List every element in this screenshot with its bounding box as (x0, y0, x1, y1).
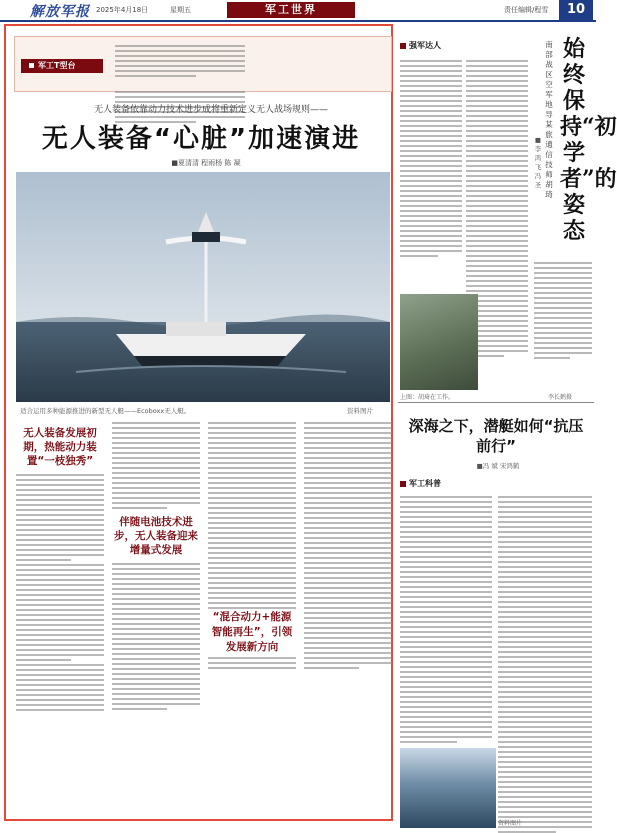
science-headline: 深海之下，潜艇如何“抗压前行” (408, 417, 584, 455)
intro-box (14, 36, 392, 92)
section-title: 军工世界 (227, 2, 355, 18)
submarine-photo-credit: 资料图片 (498, 820, 523, 827)
profile-photo-credit: 李长鹤摄 (548, 394, 573, 401)
profile-photo (400, 294, 478, 390)
issue-weekday: 星期五 (170, 6, 191, 14)
body-column (112, 420, 200, 818)
column-tag-right (400, 40, 472, 52)
science-body-column (400, 494, 492, 744)
divider (398, 402, 594, 403)
masthead-rule (0, 20, 596, 22)
main-article[interactable] (4, 24, 393, 821)
article-body (16, 420, 388, 818)
science-body-column (498, 494, 592, 814)
profile-body-column (400, 58, 462, 290)
section-heading: 无人装备发展初期，热能动力装置“一枝独秀” (23, 427, 97, 467)
square-icon (400, 481, 406, 487)
profile-vertical-subtitle: 南部战区空军地导某旅通信技师胡琦 (545, 40, 553, 199)
body-column (304, 420, 392, 818)
intro-col (115, 43, 245, 89)
science-byline: ■冯 斌 宋鸿鹤 (476, 462, 520, 470)
photo-caption: 适合运用多种能源推进的新型无人艇——Ecoboxx无人艇。 (20, 407, 191, 415)
photo-credit: 资料图片 (347, 407, 373, 415)
body-text (112, 422, 200, 509)
submarine-photo (400, 748, 496, 828)
profile-photo-caption: 上图：胡琦在工作。 (400, 394, 455, 401)
boat-photo-image (16, 172, 390, 402)
right-column (398, 24, 617, 827)
article-subtitle: 无人装备依靠动力技术进步成将重新定义无人战场规则—— (93, 105, 328, 115)
column-tag-science (400, 478, 480, 489)
article-byline: ■夏清清 程雨杨 陈 凝 (171, 159, 241, 167)
column-tag-right-label: 强军达人 (409, 41, 441, 50)
square-icon (29, 63, 34, 68)
body-text (112, 563, 200, 710)
column-tag (21, 59, 103, 73)
body-text (304, 422, 392, 669)
page-number: 10 (559, 0, 593, 20)
masthead (0, 0, 596, 20)
newspaper-logo: 解放军报 (30, 4, 90, 20)
section-heading: 伴随电池技术进步，无人装备迎来增量式发展 (114, 516, 198, 556)
profile-title-block (534, 36, 617, 256)
intro-text (115, 43, 385, 89)
section-callout: “混合动力+能源智能再生”，引领发展新方向 (208, 610, 296, 654)
profile-body-column (534, 260, 592, 390)
unmanned-boat-photo (16, 172, 390, 402)
column-tag-science-label: 军工科普 (409, 479, 441, 488)
profile-byline: ■李鸿飞 冯 圣 (534, 136, 542, 189)
page-editor: 责任编辑/程雪 (504, 6, 549, 14)
profile-vertical-title: 始终保持“初学者”的姿态 (560, 36, 617, 244)
body-column (16, 420, 104, 818)
article-headline: 无人装备“心脏”加速演进 (41, 124, 361, 154)
column-tag-label: 军工T型台 (38, 61, 76, 70)
issue-date: 2025年4月18日 (96, 6, 149, 14)
body-text (16, 474, 104, 711)
square-icon (400, 43, 406, 49)
